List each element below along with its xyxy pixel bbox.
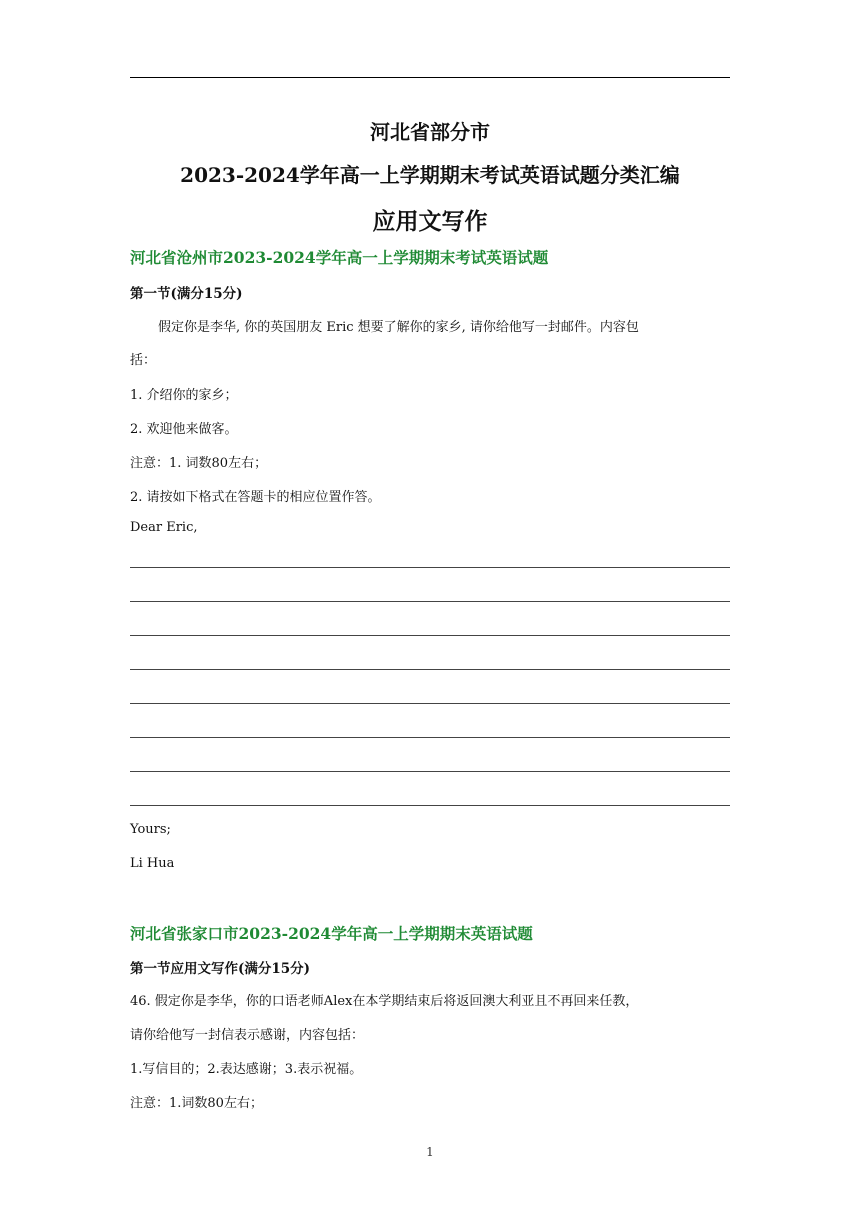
requirement-item: 2. 欢迎他来做客。 [130, 422, 238, 437]
letter-closing: Yours; [130, 822, 171, 837]
prompt-text-continued: 请你给他写一封信表示感谢，内容包括： [130, 1028, 365, 1043]
answer-line[interactable] [130, 635, 730, 636]
requirement-list: 1.写信目的；2.表达感谢；3.表示祝福。 [130, 1062, 363, 1077]
header-rule [130, 77, 730, 78]
page-number: 1 [426, 1145, 434, 1159]
answer-line[interactable] [130, 703, 730, 704]
section-subheading: 第一节(满分15分) [130, 286, 243, 302]
answer-line[interactable] [130, 737, 730, 738]
section-heading-zhangjiakou: 河北省张家口市2023-2024学年高一上学期期末英语试题 [130, 924, 533, 943]
document-title-region: 河北省部分市 [370, 120, 490, 144]
answer-line[interactable] [130, 771, 730, 772]
answer-line[interactable] [130, 805, 730, 806]
section-heading-cangzhou: 河北省沧州市2023-2024学年高一上学期期末考试英语试题 [130, 248, 549, 267]
prompt-text: 46. 假定你是李华，你的口语老师Alex在本学期结束后将返回澳大利亚且不再回来任教， [130, 994, 639, 1009]
letter-signature: Li Hua [130, 856, 175, 871]
document-title-main: 2023-2024学年高一上学期期末考试英语试题分类汇编 [180, 163, 680, 187]
answer-line[interactable] [130, 669, 730, 670]
note-item: 注意：1.词数80左右； [130, 1096, 263, 1111]
note-item: 注意：1. 词数80左右； [130, 456, 268, 471]
answer-line[interactable] [130, 567, 730, 568]
note-item: 2. 请按如下格式在答题卡的相应位置作答。 [130, 490, 381, 505]
answer-line[interactable] [130, 601, 730, 602]
prompt-text: 假定你是李华, 你的英国朋友 Eric 想要了解你的家乡, 请你给他写一封邮件。内容包 [158, 320, 639, 335]
letter-salutation: Dear Eric, [130, 520, 198, 535]
requirement-item: 1. 介绍你的家乡； [130, 388, 238, 403]
document-title-topic: 应用文写作 [372, 208, 488, 235]
prompt-text-continued: 括： [130, 353, 157, 368]
section-subheading: 第一节应用文写作(满分15分) [130, 961, 311, 977]
